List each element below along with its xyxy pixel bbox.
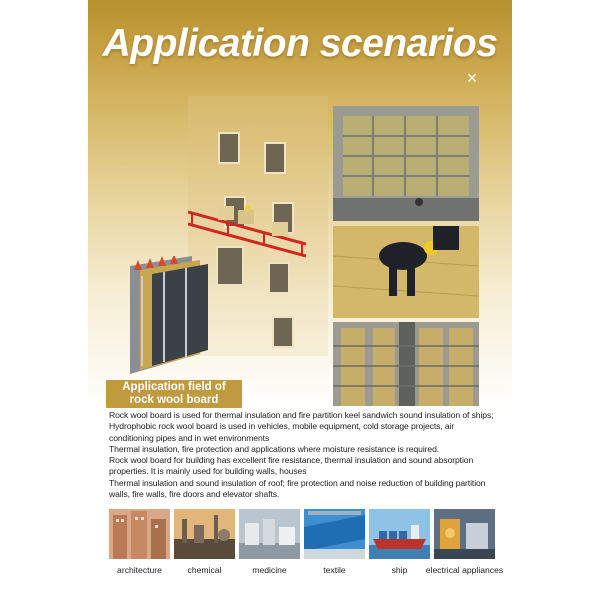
app-electrical-appliances — [425, 509, 504, 575]
description-line: Thermal insulation and sound insulation of roof; fire protection and noise reduction of building partition walls, fire walls, fire doors and elevator shafts. — [109, 477, 486, 500]
window — [218, 132, 240, 164]
pharma-factory-icon — [239, 509, 300, 559]
app-textile — [304, 509, 365, 575]
residential-towers-icon — [109, 509, 170, 559]
section-label-line1: Application field of — [122, 381, 226, 393]
chemical-plant-icon — [174, 509, 235, 559]
app-chemical — [174, 509, 235, 575]
app-label: medicine — [252, 565, 287, 575]
app-label: ship — [391, 565, 408, 575]
description-line: Rock wool board is used for thermal insulation and fire partition keel sandwich sound insulation of ships; — [109, 410, 494, 420]
highrise-construction-photo — [333, 322, 479, 406]
facade-installation-photo — [333, 106, 479, 221]
page-title: Application scenarios — [102, 22, 498, 65]
workers-laying-board-photo — [333, 226, 479, 318]
close-icon[interactable]: × — [466, 68, 478, 88]
app-label: electrical appliances — [425, 565, 504, 575]
description-line: Thermal insulation, fire protection and applications where moisture resistance is required. — [109, 443, 440, 454]
section-label-line2: rock wool board — [129, 394, 219, 406]
application-gallery — [109, 509, 504, 591]
gondola-scaffold-icon — [188, 198, 306, 258]
app-label: textile — [323, 565, 346, 575]
app-architecture — [109, 509, 170, 575]
window — [272, 316, 294, 348]
section-label — [106, 380, 242, 408]
window — [268, 262, 290, 294]
description-line: Hydrophobic rock wool board is used in vehicles, mobile equipment, cold storage projects, air conditioning pipes and in wet environments — [109, 421, 455, 443]
description-text — [109, 410, 497, 500]
poster — [88, 0, 512, 600]
app-label: chemical — [187, 565, 222, 575]
app-ship — [369, 509, 430, 575]
app-label: architecture — [117, 565, 162, 575]
textile-machine-icon — [304, 509, 365, 559]
window — [264, 142, 286, 174]
wall-insulation-diagram-icon — [124, 256, 214, 374]
cargo-ship-icon — [369, 509, 430, 559]
industrial-equipment-icon — [434, 509, 495, 559]
app-medicine — [239, 509, 300, 575]
description-line: Rock wool board for building has excellent fire resistance, thermal insulation and sound absorption properties. It is mainly used for building walls, houses — [109, 455, 474, 477]
